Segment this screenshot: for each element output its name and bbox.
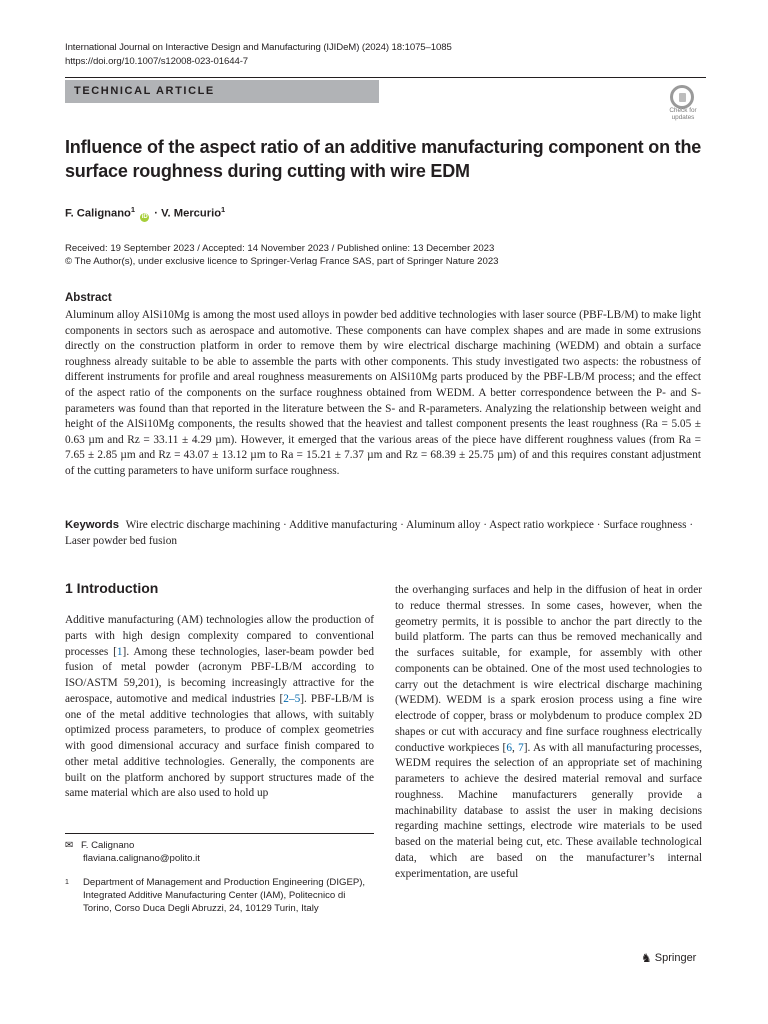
author-affiliation-mark: 1 [221, 205, 226, 214]
publication-history [65, 242, 499, 268]
publisher-name: Springer [654, 952, 697, 964]
affiliation-number: 1 [65, 879, 69, 886]
citation-link[interactable]: 7 [518, 741, 524, 754]
abstract-heading: Abstract [65, 292, 112, 304]
paragraph-text: Additive manufacturing (AM) technologies allow the production of parts with high design complexity compared to conventional processes [65, 614, 374, 658]
dates-line: Received: 19 September 2023 / Accepted: 14 November 2023 / Published online: 13 December 2023 [65, 243, 495, 254]
citation-link[interactable]: 1 [116, 645, 123, 658]
journal-citation: International Journal on Interactive Design and Manufacturing (IJIDeM) (2024) 18:1075–1085 [65, 42, 452, 53]
citation-link[interactable]: 2–5 [283, 692, 301, 705]
header-rule [65, 77, 706, 78]
crossmark-label: Check for updates [669, 107, 697, 121]
abstract-text: Aluminum alloy AlSi10Mg is among the most used alloys in powder bed additive technologies with laser source (PBF-LB/M) to make light components in sectors such as aerospace and automotive. These components can have complex shapes and are made in some extrusions directly on the construction platform in order to remove them by wire electrical discharge machining (WEDM) and obtain a surface roughness already suitable to be able to assemble the parts with other components. This study investigated two aspects: the robustness of different instruments for profile and areal roughness measurements on AlSi10Mg parts produced by the PBF-LB/M process; and the effect of the aspect ratio of the components on the surface roughness obtained from WEDM. A better correspondence between the P- and S-parameters was found than that reported in the literature between the S- and R-parameters. Analyzing the relationship between weight and height of the AlSi10Mg components, the results showed that the heaviest and tallest component presents the least roughness (Ra = 5.05 ± 0.63 µm and Rz = 33.11 ± 4.29 µm). However, it emerged that the various areas of the piece have different roughness values (from Ra = 7.65 ± 2.85 µm and Rz = 43.07 ± 13.12 µm to Ra = 15.21 ± 7.37 µm and Rz = 68.39 ± 25.75 µm) of and this requires constant adjustment of the cutting parameters to have uniform surface roughness. [65, 309, 701, 477]
corresponding-name: F. Calignano [81, 840, 135, 851]
author-name[interactable]: F. Calignano [65, 207, 131, 220]
citation-separator: , [511, 741, 519, 754]
crossmark-badge[interactable] [664, 85, 702, 123]
keywords-heading: Keywords [65, 519, 119, 531]
publisher-logo [641, 951, 696, 965]
article-type-banner [65, 80, 379, 103]
keywords-text: Wire electric discharge machining · Additive manufacturing · Aluminum alloy · Aspect ratio workpiece · Surface roughness · Laser powder bed fusion [65, 519, 694, 547]
keywords [65, 518, 701, 549]
corresponding-author [65, 839, 200, 865]
corresponding-email[interactable]: flaviana.calignano@polito.it [83, 853, 200, 864]
article-type-label: TECHNICAL ARTICLE [74, 85, 215, 97]
body-column-right: the overhanging surfaces and help in the diffusion of heat in order to reduce thermal stresses. In some cases, however, when the geometry permits, it is possible to anchor the part directly to the build platform. The parts can thus be removed mechanically and the surfaces suitable, for example, for assembly with other components can be obtained. One of the most used technologies to carry out the detachment is wire electrical discharge machining (WEDM). WEDM is a spark erosion process using a fine wire electrode of copper, brass or molybdenum to produce complex 2D shapes or cut with accuracy and fine surface roughness electrically conductive workpieces [6, 7]. As with all manufacturing processes, WEDM requires the selection of an appropriate set of machining parameters to achieve the desired material removal and surface roughness. Machine manufacturers generally provide a machinability database to assist the user in making decisions regarding machine settings, electrode wire materials to be used based on the material being cut, etc. These available technological data, which are based on the manufacturer’s internal experimentation, are useful [395, 584, 702, 880]
affiliation-text: Department of Management and Production Engineering (DIGEP), Integrated Additive Manufacturing Center (IAM), Politecnico di Torino, Corso Duca Degli Abruzzi, 24, 10129 Turin, Italy [83, 877, 366, 914]
springer-horse-icon: ♞ [641, 951, 652, 965]
paragraph-text: . PBF-LB/M is one of the metal additive technologies that allows, with suitably optimized process parameters, to produce of complex geometries with good dimensional accuracy and surface finish compared to other metal additive technologies. Generally, the components are built on the platform anchored by support structures made of the same material which are also used to hold up [65, 692, 374, 800]
paragraph-text: . Among these technologies, laser-beam powder bed fusion of metal powder (acronym PBF-LB/M according to ISO/ASTM 59,201), is becoming increasingly attractive for the aerospace, automotive and medical industries [65, 645, 374, 705]
orcid-icon[interactable]: iD [141, 213, 148, 220]
envelope-icon: ✉ [65, 840, 74, 851]
doi-link[interactable]: https://doi.org/10.1007/s12008-023-01644-7 [65, 56, 249, 67]
article-title: Influence of the aspect ratio of an additive manufacturing component on the surface roughness during cutting with wire EDM [65, 137, 702, 181]
author-list [65, 205, 225, 222]
paragraph-text: . As with all manufacturing processes, WEDM requires the selection of an appropriate set of machining parameters to achieve the desired material removal and surface roughness. Machine manufacturers generally provide a machinability database to assist the user in making decisions regarding machine settings, electrode wire materials to be used based on the material being cut, etc. These available technological data, which are based on the manufacturer’s internal experimentation, are useful [395, 741, 702, 880]
section-heading: 1 Introduction [65, 580, 159, 596]
footnote-rule [65, 833, 374, 834]
paragraph-text: the overhanging surfaces and help in the diffusion of heat in order to reduce thermal stresses. In some cases, however, when the geometry permits, it is possible to anchor the part directly to the build platform. The parts can thus be removed mechanically and the surfaces suitable, for example, for assembly with other components can be obtained. One of the most used technologies to carry out the detachment is wire electrical discharge machining (WEDM). WEDM is a spark erosion process using a fine wire electrode of copper, brass or molybdenum to produce complex 2D shapes or cut with accuracy and fine surface roughness electrically conductive workpieces [395, 584, 702, 754]
copyright-line: © The Author(s), under exclusive licence to Springer-Verlag France SAS, part of Springer Nature 2023 [65, 256, 499, 267]
body-column-left: Additive manufacturing (AM) technologies allow the production of parts with high design complexity compared to conventional processes [1]. Among these technologies, laser-beam powder bed fusion of metal powder (acronym PBF-LB/M according to ISO/ASTM 59,201), is becoming increasingly attractive for the aerospace, automotive and medical industries [2–5]. PBF-LB/M is one of the metal additive technologies that allows, with suitably optimized process parameters, to produce of complex geometries with good dimensional accuracy and surface finish compared to other metal additive technologies. Generally, the components are built on the platform anchored by support structures made of the same material which are also used to hold up [65, 614, 374, 800]
author-name[interactable]: V. Mercurio [161, 207, 222, 220]
crossmark-icon [670, 85, 694, 109]
author-separator: · [154, 207, 159, 220]
citation-link[interactable]: 6 [506, 741, 512, 754]
author-affiliation-mark: 1 [130, 205, 136, 214]
